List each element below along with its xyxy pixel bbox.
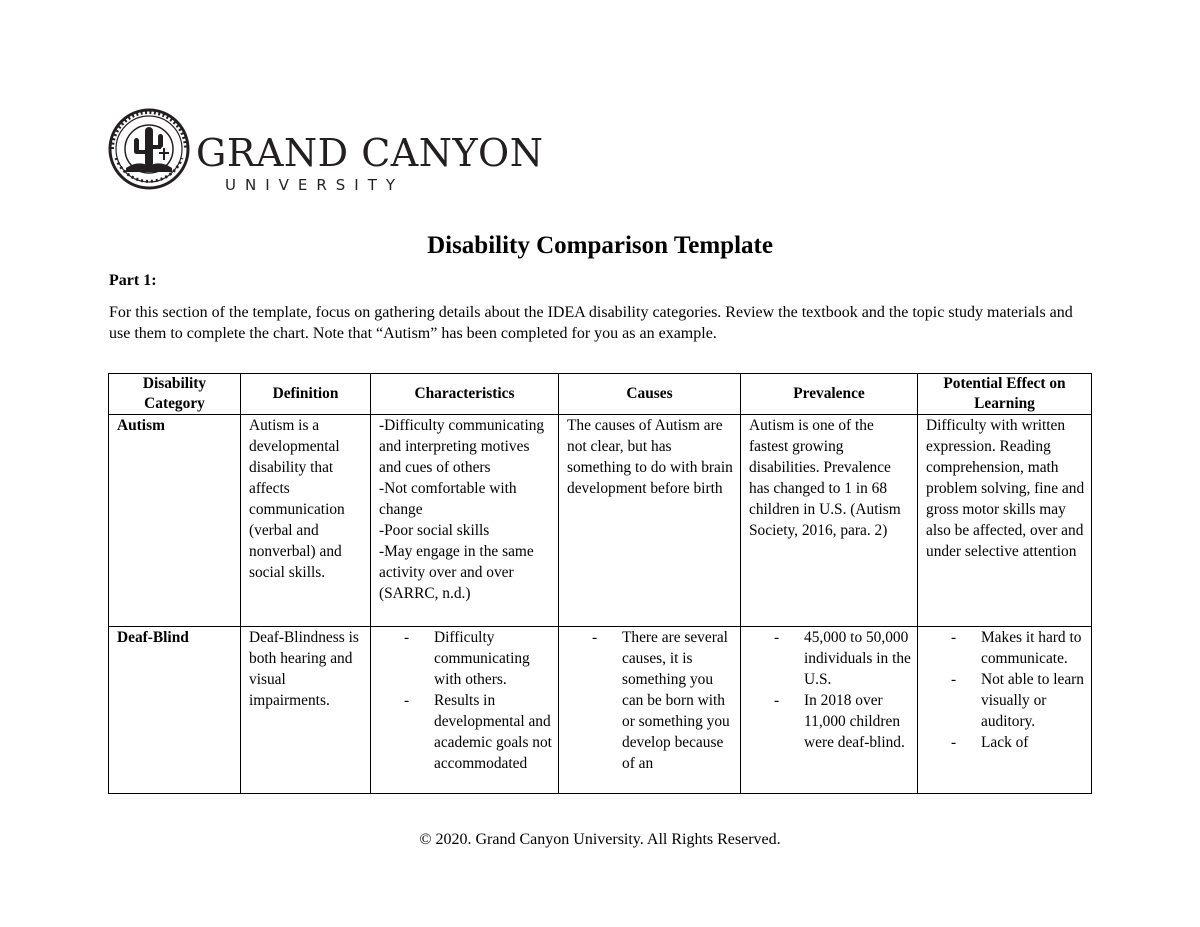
- header-characteristics: Characteristics: [371, 374, 559, 415]
- grand-canyon-university-logo: [108, 108, 544, 198]
- copyright-footer: © 2020. Grand Canyon University. All Rights Reserved.: [419, 831, 781, 848]
- cell-characteristics: [371, 626, 559, 793]
- list-item: - Difficulty communicating with others.: [404, 628, 530, 688]
- list-item-text: 45,000 to 50,000 individuals in the U.S.: [804, 628, 911, 688]
- cell-characteristics: [371, 415, 559, 627]
- list-item: - Makes it hard to communicate.: [951, 628, 1082, 667]
- header-disability-category: Disability Category: [109, 374, 241, 415]
- list-item-text: In 2018 over 11,000 children were deaf-blind.: [804, 691, 905, 751]
- header-prevalence: Prevalence: [741, 374, 918, 415]
- effect-text: Difficulty with written expression. Reading comprehension, math problem solving, fine and gross motor skills may also be affected, over and under selective attention: [926, 417, 1085, 560]
- list-item-text: Makes it hard to communicate.: [981, 628, 1082, 667]
- header-causes: Causes: [559, 374, 741, 415]
- characteristic-line: -Difficulty communicating and interpreting motives and cues of others: [379, 417, 545, 476]
- category-label: Autism: [117, 417, 165, 434]
- cell-potential-effect: [918, 415, 1092, 627]
- category-label: Deaf-Blind: [117, 628, 189, 646]
- disability-comparison-table: [108, 373, 1092, 794]
- list-item: - There are several causes, it is something you can be born with or something you develop because of an: [592, 628, 730, 772]
- table-header-row: [109, 374, 1092, 415]
- header-potential-effect: Potential Effect on Learning: [918, 374, 1092, 415]
- document-title: Disability Comparison Template: [427, 232, 773, 259]
- causes-text: The causes of Autism are not clear, but has something to do with brain development before birth: [567, 417, 733, 497]
- cell-causes: [559, 415, 741, 627]
- wordmark-sub: UNIVERSITY: [225, 176, 405, 194]
- list-item: - Lack of: [951, 733, 1029, 751]
- table-row-deaf-blind: [109, 626, 1092, 793]
- prevalence-text: Autism is one of the fastest growing disabilities. Prevalence has changed to 1 in 68 children in U.S. (Autism Society, 2016, para. 2): [749, 417, 901, 539]
- definition-text: Deaf-Blindness is both hearing and visual impairments.: [249, 628, 359, 709]
- university-seal-icon: [110, 110, 188, 188]
- list-item: - Not able to learn visually or auditory.: [951, 670, 1084, 730]
- cell-definition: [241, 626, 371, 793]
- part-label: Part 1:: [109, 272, 157, 289]
- list-item-text: Results in developmental and academic goals not accommodated: [434, 691, 552, 772]
- instructions-paragraph: For this section of the template, focus on gathering details about the IDEA disability categories. Review the textbook and the topic study materials and use them to complete the chart. Note that “Autism” has been completed for you as an example.: [109, 304, 1073, 342]
- list-item-text: Not able to learn visually or auditory.: [981, 670, 1084, 730]
- cell-category: [109, 626, 241, 793]
- header-definition: Definition: [241, 374, 371, 415]
- cell-causes: [559, 626, 741, 793]
- cell-prevalence: [741, 626, 918, 793]
- cell-potential-effect: [918, 626, 1092, 793]
- list-item: - In 2018 over 11,000 children were deaf-blind.: [774, 691, 905, 751]
- wordmark-main: GRAND CANYON: [196, 131, 544, 175]
- cell-category: [109, 415, 241, 627]
- list-item-text: Lack of: [981, 733, 1029, 751]
- list-item-text: Difficulty communicating with others.: [434, 628, 530, 688]
- characteristic-line: -Poor social skills: [379, 522, 490, 539]
- characteristic-line: -May engage in the same activity over and over (SARRC, n.d.): [379, 543, 534, 602]
- table-row-autism: [109, 415, 1092, 627]
- characteristic-line: -Not comfortable with change: [379, 480, 517, 518]
- cell-definition: [241, 415, 371, 627]
- cell-prevalence: [741, 415, 918, 627]
- definition-text: Autism is a developmental disability that affects communication (verbal and nonverbal) and social skills.: [249, 417, 345, 581]
- list-item: - Results in developmental and academic goals not accommodated: [404, 691, 552, 772]
- list-item-text: There are several causes, it is something you can be born with or something you develop because of an: [622, 628, 730, 772]
- list-item: - 45,000 to 50,000 individuals in the U.S.: [774, 628, 911, 688]
